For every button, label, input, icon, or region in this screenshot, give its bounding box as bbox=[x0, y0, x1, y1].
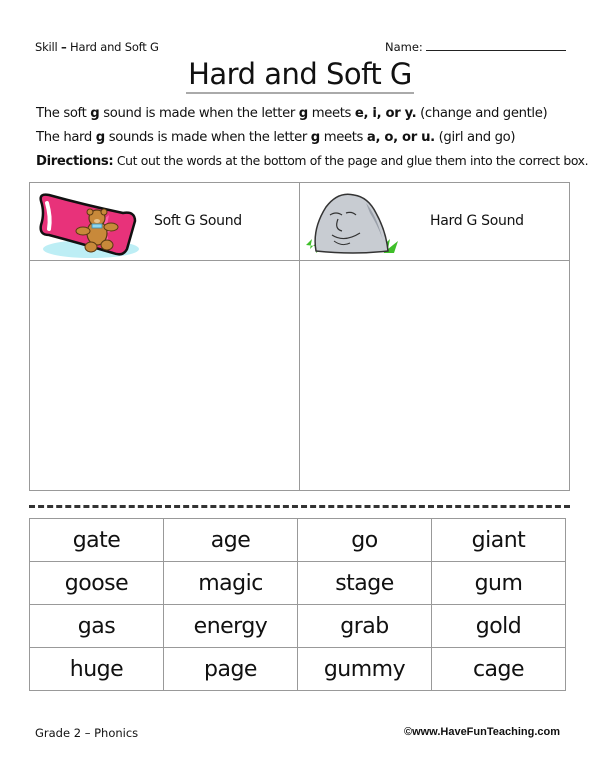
rule-text: The hard bbox=[36, 130, 96, 145]
name-blank-line[interactable] bbox=[426, 40, 566, 51]
word-cards-table bbox=[29, 518, 566, 691]
pillow-teddy-bear-icon bbox=[35, 191, 147, 261]
word-card[interactable]: gum bbox=[432, 562, 566, 605]
word-card[interactable]: huge bbox=[30, 648, 164, 691]
word-card[interactable]: magic bbox=[164, 562, 298, 605]
hard-g-header: Hard G Sound bbox=[430, 213, 524, 229]
skill-dash: – bbox=[61, 40, 67, 54]
soft-g-rule bbox=[36, 106, 547, 121]
word-card[interactable]: stage bbox=[298, 562, 432, 605]
hard-g-rule bbox=[36, 130, 515, 145]
word-card[interactable]: gummy bbox=[298, 648, 432, 691]
word-card[interactable]: gold bbox=[432, 605, 566, 648]
rock-face-icon bbox=[304, 189, 404, 259]
word-card[interactable]: gate bbox=[30, 519, 164, 562]
rule-g: g bbox=[298, 106, 308, 121]
word-card[interactable]: go bbox=[298, 519, 432, 562]
word-card[interactable]: cage bbox=[432, 648, 566, 691]
footer-copyright-link[interactable]: ©www.HaveFunTeaching.com bbox=[403, 726, 560, 738]
word-card[interactable]: energy bbox=[164, 605, 298, 648]
page-title-text: Hard and Soft G bbox=[186, 56, 414, 94]
rule-text: meets bbox=[307, 106, 355, 121]
name-label: Name: bbox=[385, 40, 423, 54]
directions-text: Cut out the words at the bottom of the page and glue them into the correct box. bbox=[113, 153, 589, 168]
page-title bbox=[0, 56, 600, 94]
word-card[interactable]: age bbox=[164, 519, 298, 562]
column-divider bbox=[299, 183, 300, 490]
rule-letters: e, i, or y. bbox=[354, 106, 417, 121]
word-card[interactable]: giant bbox=[432, 519, 566, 562]
word-card[interactable]: page bbox=[164, 648, 298, 691]
rule-text: The soft bbox=[36, 106, 91, 121]
rule-text: sound is made when the letter bbox=[99, 106, 299, 121]
footer-grade: Grade 2 – Phonics bbox=[35, 726, 139, 740]
table-row bbox=[30, 519, 566, 562]
skill-topic: Hard and Soft G bbox=[70, 40, 159, 54]
table-row bbox=[30, 648, 566, 691]
table-row bbox=[30, 605, 566, 648]
word-card[interactable]: gas bbox=[30, 605, 164, 648]
rule-g: g bbox=[90, 106, 100, 121]
sorting-box bbox=[29, 182, 570, 491]
rule-example: (girl and go) bbox=[434, 130, 516, 145]
directions bbox=[36, 153, 588, 169]
name-field[interactable] bbox=[385, 40, 566, 54]
word-card[interactable]: grab bbox=[298, 605, 432, 648]
rule-text: meets bbox=[319, 130, 367, 145]
soft-g-header: Soft G Sound bbox=[154, 213, 242, 229]
cut-line bbox=[29, 505, 570, 508]
rule-text: sounds is made when the letter bbox=[104, 130, 311, 145]
directions-label: Directions: bbox=[36, 154, 114, 169]
table-row bbox=[30, 562, 566, 605]
word-card[interactable]: goose bbox=[30, 562, 164, 605]
rule-g: g bbox=[95, 130, 105, 145]
skill-label bbox=[35, 40, 159, 54]
rule-letters: a, o, or u. bbox=[366, 130, 435, 145]
skill-prefix: Skill bbox=[35, 40, 58, 54]
rule-g: g bbox=[310, 130, 320, 145]
rule-example: (change and gentle) bbox=[416, 106, 548, 121]
